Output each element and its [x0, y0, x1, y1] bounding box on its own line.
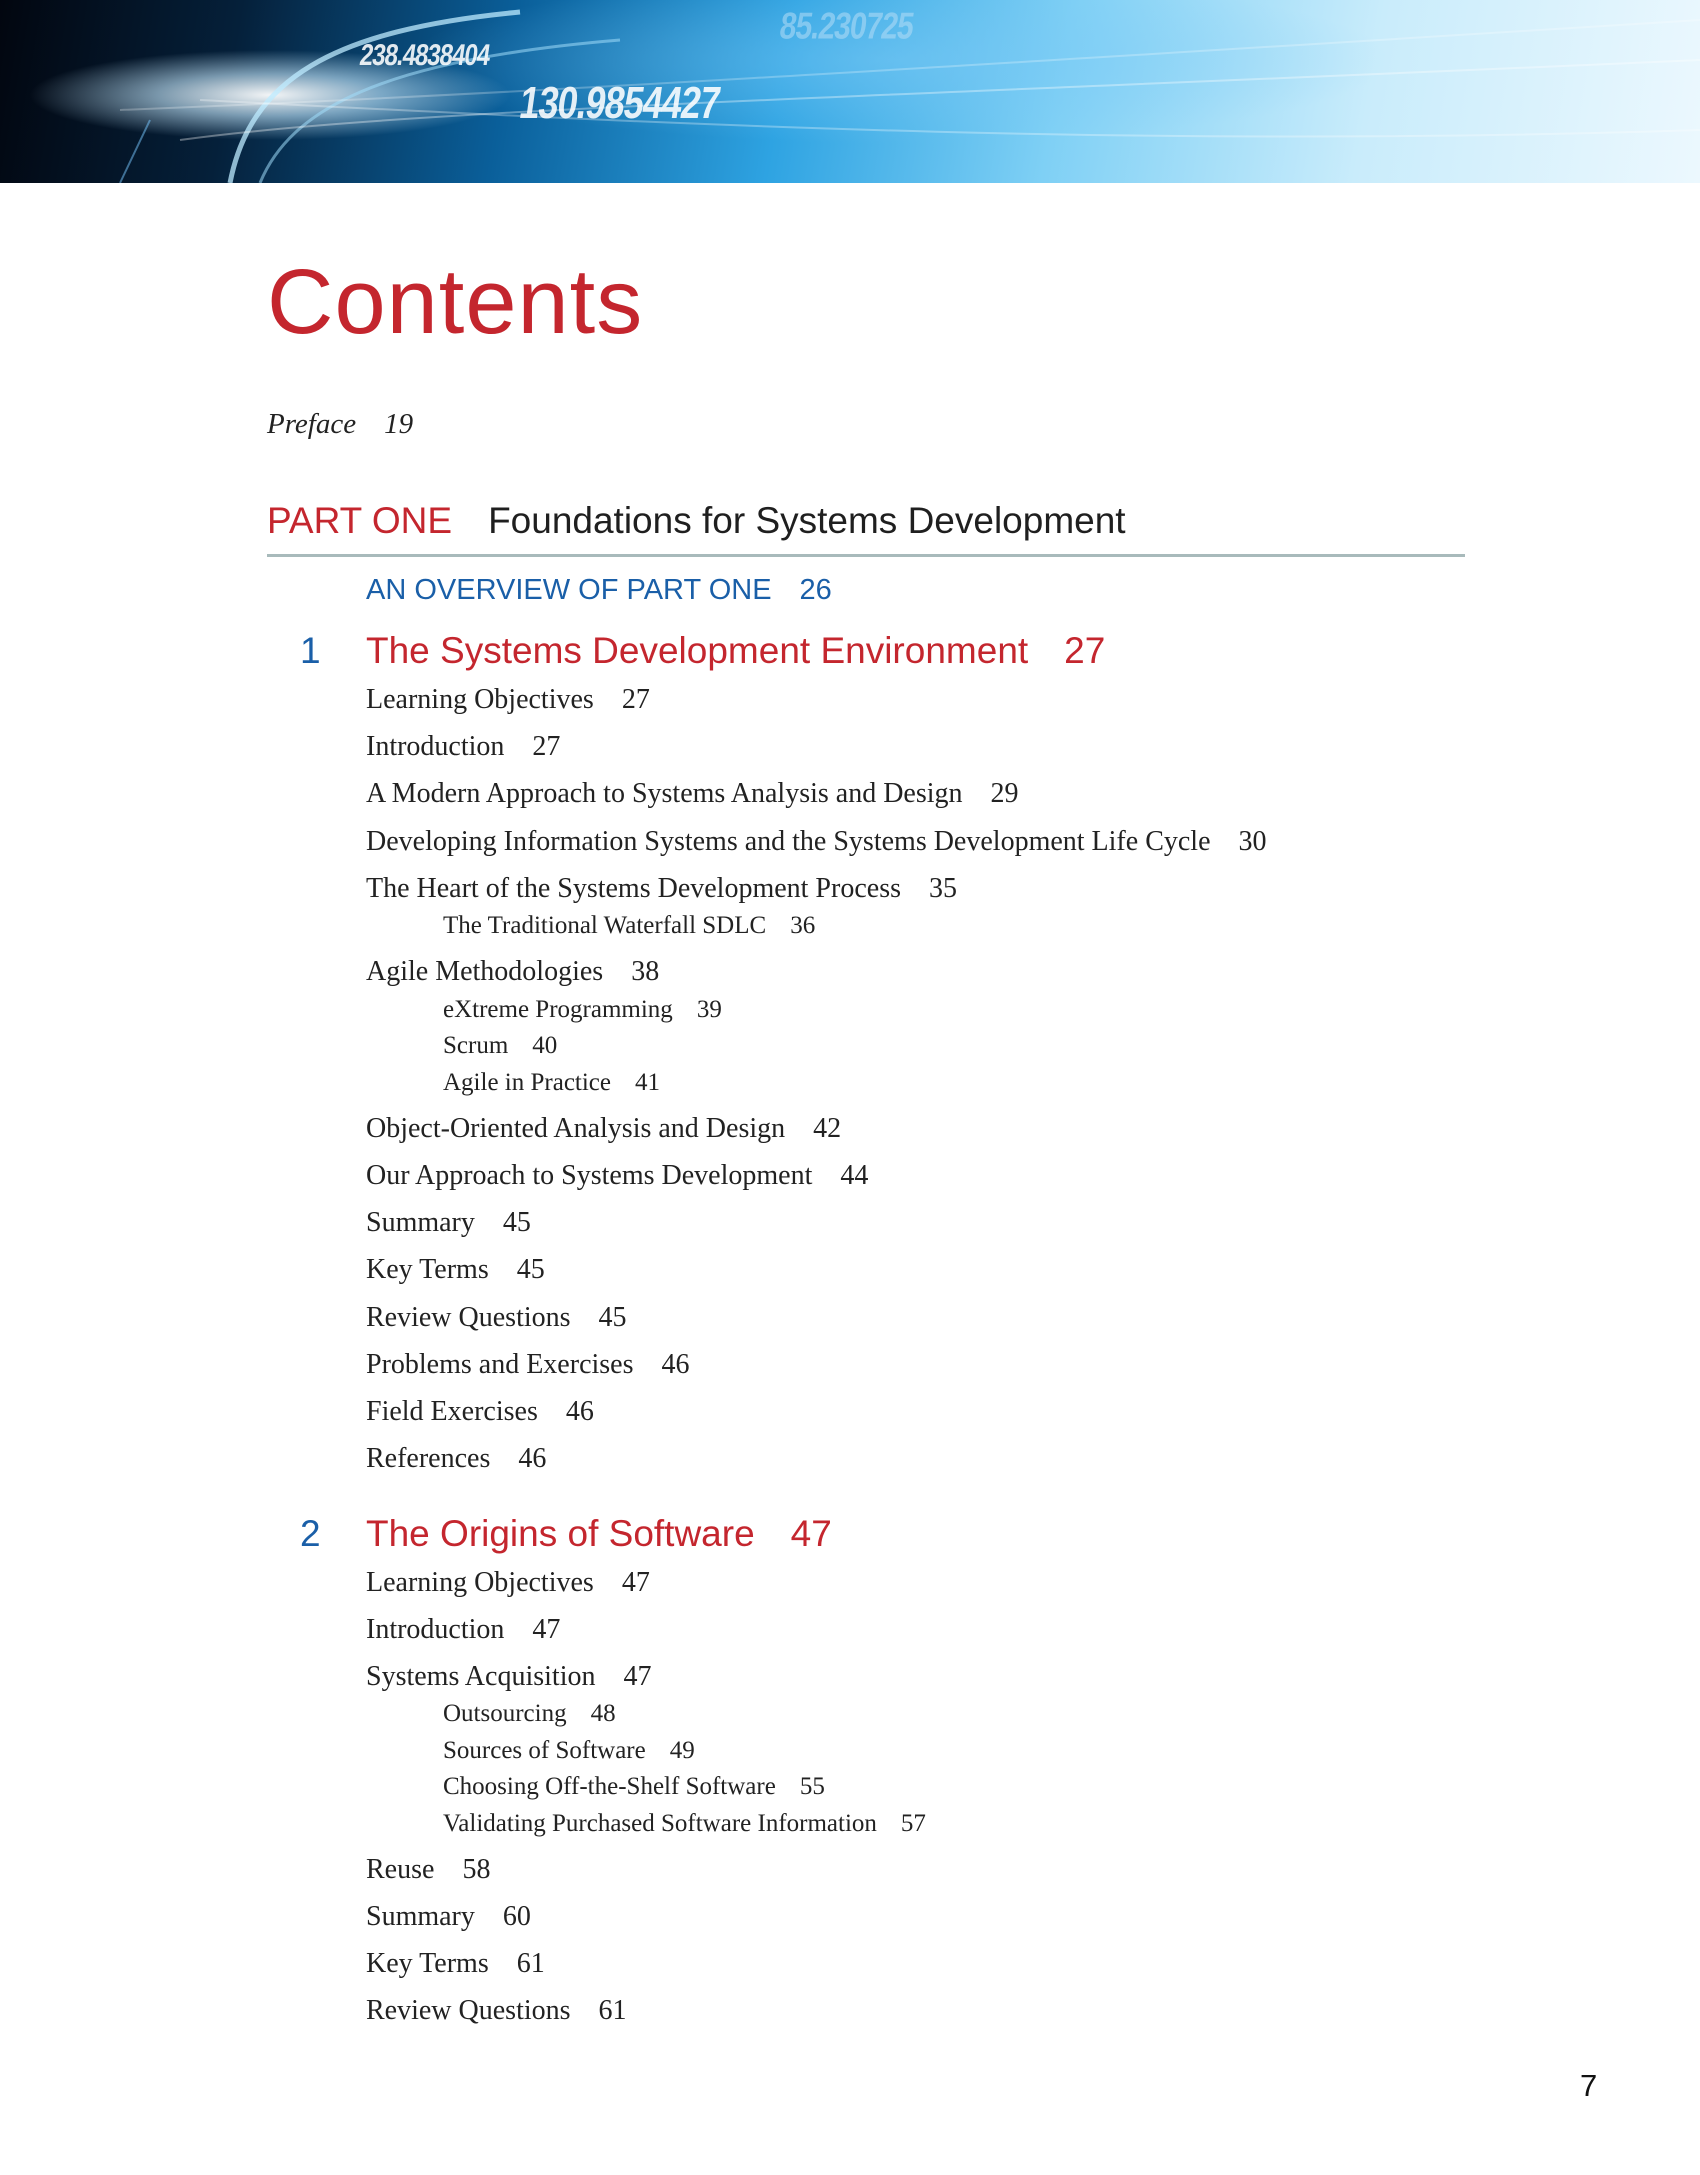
- toc-entry[interactable]: [366, 1614, 560, 1646]
- toc-subentry[interactable]: [443, 996, 722, 1024]
- toc-page-number: 46: [518, 1443, 547, 1474]
- toc-entry[interactable]: [366, 1443, 546, 1475]
- toc-entry[interactable]: [366, 1854, 490, 1886]
- part-label: PART ONE: [267, 500, 453, 541]
- toc-entry-label: Agile Methodologies: [366, 956, 604, 987]
- toc-entry-label: Our Approach to Systems Development: [366, 1160, 813, 1191]
- toc-page-number: 47: [532, 1614, 561, 1645]
- toc-entry[interactable]: [366, 1349, 690, 1381]
- toc-entry-label: Reuse: [366, 1854, 435, 1885]
- toc-entry-label: Key Terms: [366, 1254, 489, 1285]
- toc-entry-label: A Modern Approach to Systems Analysis and Design: [366, 778, 963, 809]
- toc-subentry[interactable]: [443, 1069, 660, 1097]
- banner-number: 238.4838404: [357, 38, 492, 73]
- toc-subentry[interactable]: [443, 1032, 557, 1060]
- toc-entry[interactable]: [366, 1160, 868, 1192]
- toc-entry-label: Sources of Software: [443, 1737, 646, 1764]
- toc-page-number: 58: [462, 1854, 491, 1885]
- toc-subentry[interactable]: [443, 1773, 825, 1801]
- page-number: 7: [1580, 2068, 1598, 2103]
- toc-subentry[interactable]: [443, 912, 815, 940]
- toc-subentry[interactable]: [443, 1737, 695, 1765]
- toc-page-number: 61: [516, 1948, 545, 1979]
- toc-entry[interactable]: [366, 956, 659, 988]
- toc-entry[interactable]: [366, 1113, 841, 1145]
- toc-entry[interactable]: [366, 778, 1019, 810]
- chapter-page-number: 47: [790, 1513, 832, 1554]
- toc-subentry[interactable]: [443, 1700, 616, 1728]
- toc-entry[interactable]: [366, 1661, 651, 1693]
- banner-number: 130.9854427: [516, 76, 723, 128]
- toc-page-number: 48: [590, 1700, 616, 1727]
- toc-page-number: 57: [900, 1810, 926, 1837]
- toc-entry[interactable]: [366, 1948, 545, 1980]
- toc-page-number: 60: [502, 1901, 531, 1932]
- toc-page-number: 49: [669, 1737, 695, 1764]
- chapter-page-number: 27: [1064, 630, 1106, 671]
- toc-page-number: 38: [631, 956, 660, 987]
- chapter-number: 2: [300, 1513, 321, 1554]
- toc-entry-label: Problems and Exercises: [366, 1349, 634, 1380]
- toc-entry-label: Introduction: [366, 1614, 505, 1645]
- toc-page-number: 27: [621, 684, 650, 715]
- chapter-number: 1: [300, 630, 321, 671]
- toc-page-number: 46: [565, 1396, 594, 1427]
- toc-entry-part-overview[interactable]: [366, 574, 832, 607]
- toc-entry-label: Summary: [366, 1207, 475, 1238]
- toc-entry[interactable]: [366, 1567, 650, 1599]
- toc-entry-label: Choosing Off-the-Shelf Software: [443, 1773, 776, 1800]
- toc-entry-label: Systems Acquisition: [366, 1661, 596, 1692]
- part-heading: [267, 500, 1465, 557]
- toc-page-number: 45: [502, 1207, 531, 1238]
- toc-entry-label: The Traditional Waterfall SDLC: [443, 912, 767, 939]
- toc-entry-label: Review Questions: [366, 1995, 571, 2026]
- toc-page-number: 44: [840, 1160, 869, 1191]
- toc-entry-label: Agile in Practice: [443, 1069, 611, 1096]
- toc-page-number: 27: [532, 731, 561, 762]
- toc-entry-label: Preface: [267, 408, 357, 440]
- toc-entry-label: eXtreme Programming: [443, 996, 673, 1023]
- toc-entry-label: The Heart of the Systems Development Process: [366, 873, 901, 904]
- chapter-title: The Systems Development Environment: [366, 630, 1029, 671]
- banner-number: 85.230725: [777, 5, 916, 47]
- chapter-heading[interactable]: [300, 1513, 832, 1555]
- toc-page-number: 41: [635, 1069, 660, 1096]
- toc-page-number: 42: [813, 1113, 842, 1144]
- page-title: Contents: [267, 251, 644, 353]
- toc-entry-label: AN OVERVIEW OF PART ONE: [366, 574, 772, 606]
- toc-page-number: 61: [598, 1995, 627, 2026]
- toc-entry[interactable]: [366, 1254, 545, 1286]
- toc-page-number: 36: [790, 912, 816, 939]
- toc-entry[interactable]: [366, 826, 1267, 858]
- toc-entry[interactable]: [366, 684, 650, 716]
- toc-page-number: 45: [598, 1302, 627, 1333]
- toc-entry[interactable]: [366, 731, 560, 763]
- toc-entry-label: Scrum: [443, 1032, 509, 1059]
- toc-page-number: 47: [621, 1567, 650, 1598]
- toc-page-number: 40: [532, 1032, 558, 1059]
- toc-entry-label: Outsourcing: [443, 1700, 567, 1727]
- toc-entry-label: Review Questions: [366, 1302, 571, 1333]
- toc-entry-label: Validating Purchased Software Information: [443, 1810, 877, 1837]
- toc-entry-label: Learning Objectives: [366, 1567, 594, 1598]
- toc-page-number: 26: [799, 574, 832, 606]
- toc-entry[interactable]: [366, 1302, 627, 1334]
- toc-entry[interactable]: [366, 1901, 531, 1933]
- chapter-heading[interactable]: [300, 630, 1105, 672]
- toc-page-number: 47: [623, 1661, 652, 1692]
- toc-entry-label: Key Terms: [366, 1948, 489, 1979]
- toc-entry-preface[interactable]: [267, 408, 413, 441]
- toc-page-number: 29: [990, 778, 1019, 809]
- toc-page-number: 46: [661, 1349, 690, 1380]
- toc-page-number: 30: [1238, 826, 1267, 857]
- toc-page-number: 35: [928, 873, 957, 904]
- toc-page-number: 39: [696, 996, 722, 1023]
- header-banner-image: [0, 0, 1700, 183]
- toc-entry-label: Object-Oriented Analysis and Design: [366, 1113, 786, 1144]
- toc-entry[interactable]: [366, 1396, 594, 1428]
- toc-entry-label: Developing Information Systems and the Systems Development Life Cycle: [366, 826, 1211, 857]
- toc-entry[interactable]: [366, 1995, 627, 2027]
- toc-entry-label: Introduction: [366, 731, 505, 762]
- toc-entry[interactable]: [366, 1207, 531, 1239]
- toc-entry[interactable]: [366, 873, 957, 905]
- toc-entry-label: References: [366, 1443, 491, 1474]
- part-title: Foundations for Systems Development: [488, 500, 1126, 541]
- toc-page-number: 45: [516, 1254, 545, 1285]
- toc-page-number: 55: [799, 1773, 825, 1800]
- toc-entry-label: Summary: [366, 1901, 475, 1932]
- toc-entry-label: Learning Objectives: [366, 684, 594, 715]
- toc-entry-label: Field Exercises: [366, 1396, 538, 1427]
- toc-subentry[interactable]: [443, 1810, 926, 1838]
- chapter-title: The Origins of Software: [366, 1513, 755, 1554]
- toc-page-number: 19: [384, 408, 414, 440]
